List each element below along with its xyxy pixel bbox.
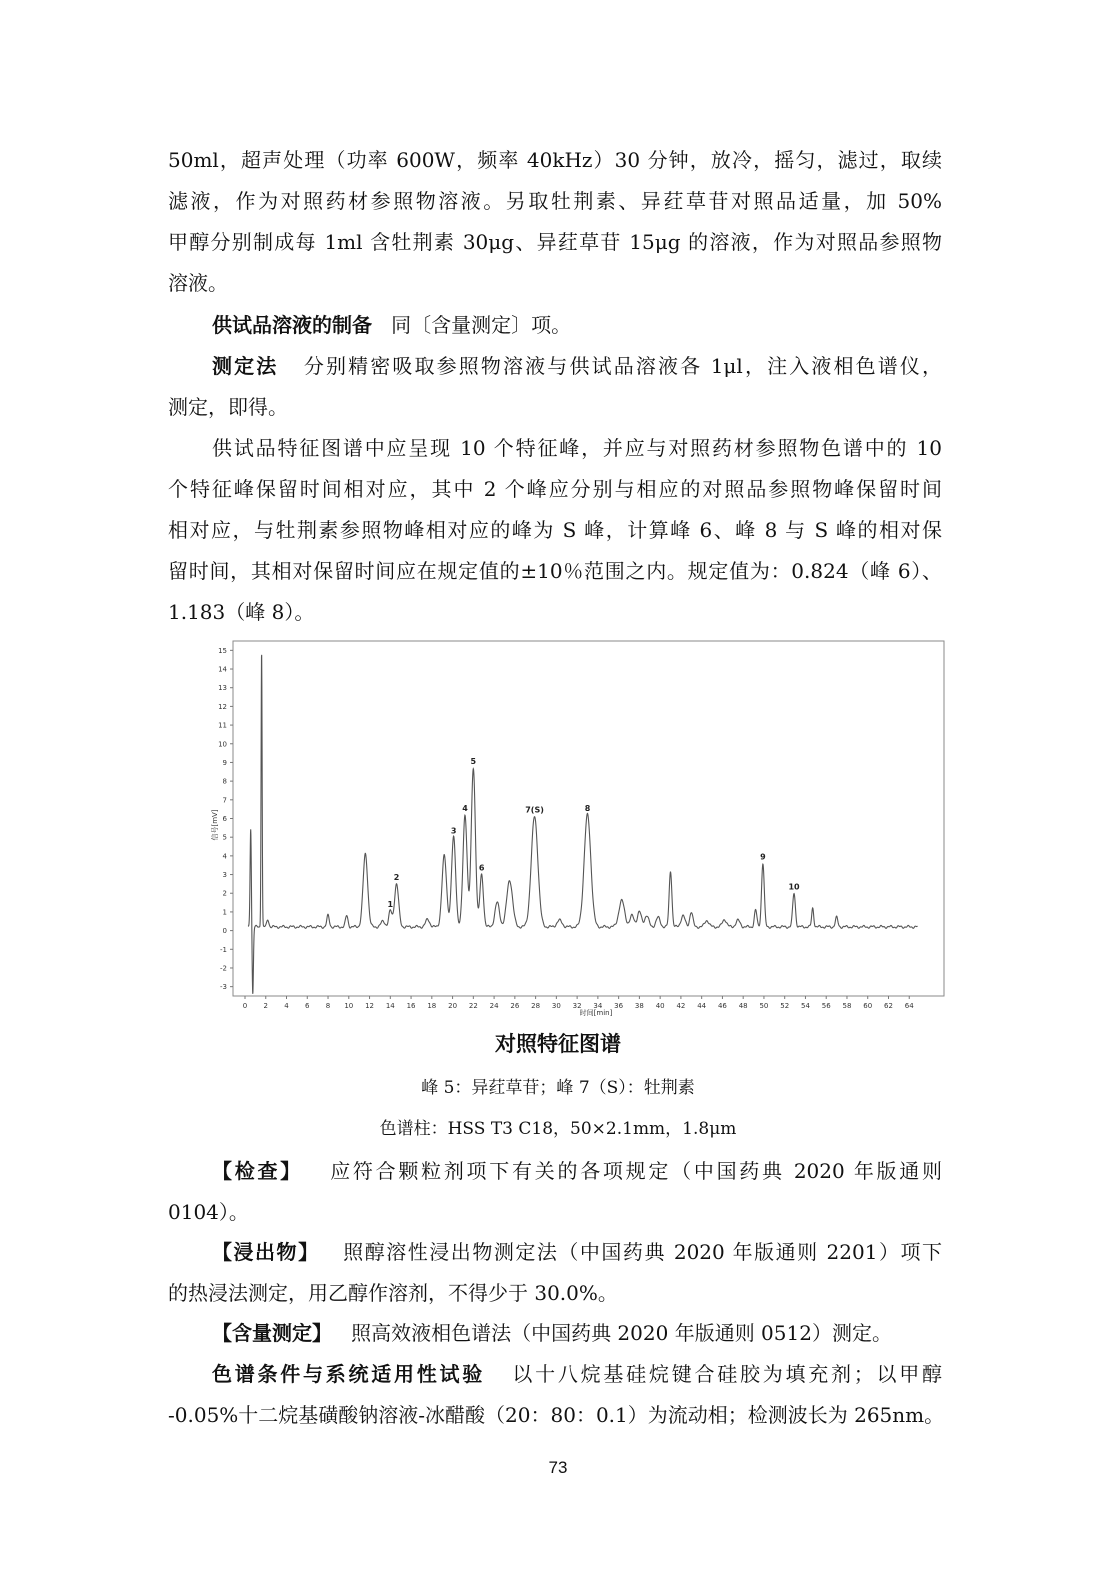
text-line: 甲醇分别制成每 1ml 含牡荆素 30μg、异荭草苷 15μg 的溶液，作为对照品参照物: [168, 230, 942, 254]
y-tick-label: 8: [222, 777, 227, 786]
x-tick-label: 52: [780, 1002, 790, 1010]
section-text: 照高效液相色谱法（中国药典 2020 年版通则 0512）测定。: [351, 1321, 892, 1345]
x-tick-label: 14: [385, 1002, 395, 1010]
x-tick-label: 32: [572, 1002, 582, 1010]
x-tick-label: 8: [325, 1002, 331, 1010]
text-line: 个特征峰保留时间相对应，其中 2 个峰应分别与相应的对照品参照物峰保留时间: [168, 477, 942, 501]
text-line: 的热浸法测定，用乙醇作溶剂，不得少于 30.0%。: [168, 1281, 618, 1305]
peak-label: 2: [393, 872, 400, 882]
section-heading: 【浸出物】: [212, 1240, 320, 1264]
y-tick-label: 3: [222, 871, 227, 880]
y-tick-label: 11: [218, 721, 227, 730]
section-text: 同〔含量测定〕项。: [391, 313, 572, 337]
figure-title: 对照特征图谱: [495, 1032, 621, 1056]
x-tick-label: 50: [759, 1002, 769, 1010]
peak-label: 5: [470, 757, 477, 767]
x-tick-label: 22: [468, 1002, 478, 1010]
peak-labels: [388, 757, 801, 909]
text-line: [168, 1151, 942, 1192]
section-heading: 供试品溶液的制备: [212, 313, 372, 337]
x-tick-label: 10: [344, 1002, 354, 1010]
x-tick-label: 20: [448, 1002, 458, 1010]
text-line: 1.183（峰 8）。: [168, 600, 315, 624]
y-tick-label: 13: [218, 684, 227, 693]
text-line: [168, 305, 942, 346]
text-line: 0104）。: [168, 1200, 249, 1224]
x-tick-label: 30: [551, 1002, 561, 1010]
text-line: 滤液，作为对照药材参照物溶液。另取牡荆素、异荭草苷对照品适量，加 50%: [168, 189, 942, 213]
section-text: 应符合颗粒剂项下有关的各项规定（中国药典 2020 年版通则: [330, 1159, 943, 1183]
section-heading: 测定法: [212, 354, 279, 378]
text-line: [168, 1354, 942, 1395]
y-tick-label: 10: [218, 740, 227, 749]
x-tick-label: 24: [489, 1002, 499, 1010]
text-line: [168, 1313, 942, 1354]
x-tick-label: 34: [593, 1002, 603, 1010]
x-tick-label: 40: [655, 1002, 665, 1010]
y-axis: [218, 647, 233, 991]
y-tick-label: 2: [222, 889, 227, 898]
section-text: 分别精密吸取参照物溶液与供试品溶液各 1μl，注入液相色谱仪，: [303, 354, 943, 378]
paragraph-peaks: [168, 428, 942, 633]
x-tick-label: 44: [697, 1002, 707, 1010]
paragraph-method: [168, 346, 942, 428]
peak-label: 8: [584, 803, 591, 813]
paragraph-inspection: [168, 1151, 942, 1233]
y-axis-label: 信号[mV]: [211, 809, 219, 841]
x-tick-label: 4: [284, 1002, 289, 1010]
y-tick-label: 15: [218, 646, 227, 655]
chromatogram-chart: [204, 640, 946, 1024]
peak-label: 9: [760, 852, 766, 862]
y-tick-label: 1: [222, 908, 227, 917]
x-tick-label: 16: [406, 1002, 416, 1010]
x-tick-label: 54: [800, 1002, 810, 1010]
y-tick-label: -1: [220, 945, 227, 954]
y-tick-label: 0: [222, 927, 227, 936]
x-tick-label: 2: [263, 1002, 268, 1010]
y-tick-label: 6: [222, 815, 227, 823]
text-line: 测定，即得。: [168, 395, 288, 419]
section-text: 照醇溶性浸出物测定法（中国药典 2020 年版通则 2201）项下: [343, 1240, 943, 1264]
x-axis-label: 时间[min]: [579, 1009, 613, 1017]
x-tick-label: 58: [842, 1002, 852, 1010]
x-tick-label: 64: [904, 1002, 914, 1010]
x-tick-label: 56: [821, 1002, 831, 1010]
x-tick-label: 18: [427, 1002, 437, 1010]
x-tick-label: 6: [305, 1002, 310, 1010]
x-axis: [243, 996, 914, 1010]
section-heading: 色谱条件与系统适用性试验: [212, 1362, 486, 1386]
y-tick-label: 14: [218, 665, 227, 674]
x-tick-label: 12: [365, 1002, 375, 1010]
paragraph-reference-solution: [168, 140, 942, 304]
text-line: -0.05%十二烷基磺酸钠溶液-冰醋酸（20：80：0.1）为流动相；检测波长为 265nm。: [168, 1403, 945, 1427]
text-line: 留时间，其相对保留时间应在规定值的±10％范围之内。规定值为：0.824（峰 6）、: [168, 559, 942, 583]
peak-label: 1: [387, 900, 394, 910]
figure-caption-column: 色谱柱：HSS T3 C18，50×2.1mm，1.8μm: [379, 1119, 737, 1139]
x-tick-label: 46: [717, 1002, 727, 1010]
x-tick-label: 0: [242, 1002, 248, 1010]
x-tick-label: 60: [863, 1002, 873, 1010]
chromatogram-figure: [204, 640, 946, 1024]
x-tick-label: 26: [510, 1002, 520, 1010]
x-tick-label: 48: [738, 1002, 748, 1010]
paragraph-extract: [168, 1232, 942, 1314]
x-tick-label: 62: [884, 1002, 893, 1010]
x-tick-label: 38: [634, 1002, 644, 1010]
y-tick-label: 7: [222, 796, 227, 805]
x-tick-label: 36: [614, 1002, 624, 1010]
y-tick-label: 9: [222, 758, 227, 767]
peak-label: 4: [462, 803, 468, 813]
paragraph-chromatography: [168, 1354, 945, 1436]
text-line: 50ml，超声处理（功率 600W，频率 40kHz）30 分钟，放冷，摇匀，滤过，取续: [168, 148, 942, 172]
peak-label: 7(S): [525, 805, 544, 815]
section-heading: 【检查】: [212, 1159, 303, 1183]
peak-label: 3: [450, 826, 457, 836]
figure-caption-peaks: 峰 5：异荭草苷；峰 7（S）：牡荆素: [421, 1078, 695, 1098]
x-tick-label: 42: [676, 1002, 686, 1010]
text-line: 相对应，与牡荆素参照物峰相对应的峰为 S 峰，计算峰 6、峰 8 与 S 峰的相对保: [168, 518, 942, 542]
x-tick-label: 28: [531, 1002, 541, 1010]
y-tick-label: -3: [220, 983, 227, 992]
y-tick-label: 12: [218, 702, 227, 711]
text-line: [168, 1232, 942, 1273]
section-text: 以十八烷基硅烷键合硅胶为填充剂；以甲醇: [512, 1362, 942, 1386]
y-tick-label: 4: [222, 852, 227, 861]
page-number: 73: [548, 1458, 568, 1477]
peak-label: 10: [788, 882, 800, 892]
text-line: 供试品特征图谱中应呈现 10 个特征峰，并应与对照药材参照物色谱中的 10: [212, 436, 942, 460]
text-line: [168, 346, 942, 387]
paragraph-sample-prep: [168, 305, 942, 346]
peak-label: 6: [478, 863, 485, 873]
section-heading: 【含量测定】: [212, 1321, 332, 1345]
text-line: 溶液。: [168, 271, 228, 295]
chromatogram-trace: [248, 655, 917, 994]
paragraph-assay: [168, 1313, 942, 1354]
y-tick-label: 5: [222, 833, 227, 842]
y-tick-label: -2: [220, 964, 227, 973]
